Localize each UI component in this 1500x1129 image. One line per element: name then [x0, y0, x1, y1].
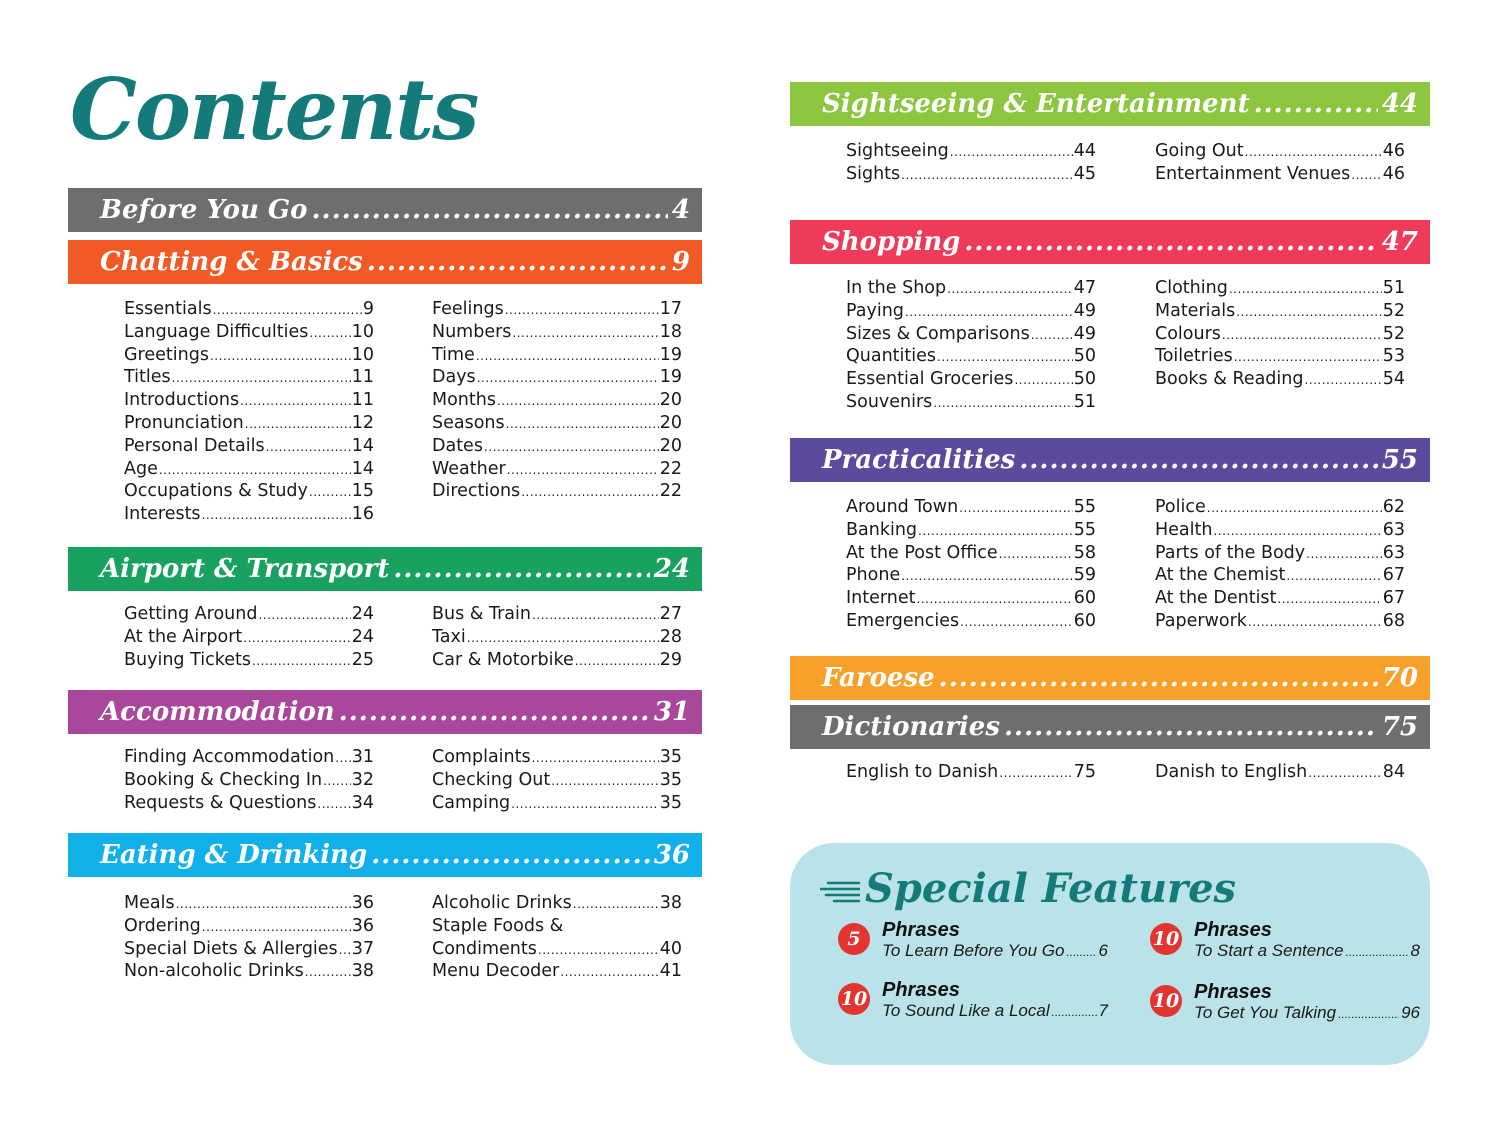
section-page: 36 — [653, 840, 690, 870]
toc-entry[interactable] — [124, 626, 374, 649]
toc-entry-page: 36 — [351, 915, 374, 936]
toc-entry[interactable] — [432, 389, 682, 412]
toc-entry-title: Ordering — [124, 915, 201, 936]
section-name: Shopping — [822, 227, 961, 257]
toc-entry-title: Buying Tickets — [124, 649, 251, 670]
toc-entry[interactable] — [124, 792, 374, 815]
toc-entry-title: At the Chemist — [1155, 565, 1286, 586]
toc-entry-page: 16 — [351, 504, 374, 525]
toc-entry-title: Sights — [846, 163, 901, 184]
toc-entry-page: 37 — [351, 938, 374, 959]
toc-entry-title: Danish to English — [1155, 762, 1308, 782]
toc-entry-title: Personal Details — [124, 435, 265, 456]
section-name: Chatting & Basics — [100, 247, 363, 277]
toc-entry-page: 53 — [1382, 346, 1405, 367]
toc-entry[interactable] — [846, 496, 1096, 519]
eating-right-list — [432, 892, 682, 983]
toc-entry-page: 44 — [1073, 141, 1096, 161]
section-name: Before You Go — [100, 195, 308, 225]
section-chatting-basics[interactable] — [68, 240, 702, 284]
toc-entry-title: Souvenirs — [846, 391, 933, 412]
feature-page: 7 — [1098, 1001, 1108, 1020]
feature-badge: 10 — [838, 983, 870, 1015]
feature-page: 6 — [1098, 941, 1108, 960]
toc-entry[interactable] — [846, 564, 1096, 587]
toc-entry[interactable] — [846, 323, 1096, 346]
airport-right-list — [432, 603, 682, 671]
feature-subtitle: To Start a Sentence — [1194, 941, 1344, 960]
toc-entry-title: Alcoholic Drinks — [432, 893, 572, 913]
toc-entry[interactable] — [846, 519, 1096, 542]
chatting-right-list — [432, 298, 682, 503]
toc-entry-title: Non-alcoholic Drinks — [124, 961, 304, 982]
toc-entry[interactable] — [1155, 163, 1405, 186]
toc-entry-title: Dates — [432, 435, 483, 456]
toc-entry[interactable] — [432, 746, 682, 769]
toc-entry-title: Staple Foods & — [432, 915, 564, 936]
toc-entry[interactable] — [432, 603, 682, 626]
section-page: 24 — [653, 554, 690, 584]
section-name: Sightseeing & Entertainment — [822, 89, 1250, 119]
section-shopping[interactable] — [790, 220, 1430, 264]
toc-entry[interactable] — [124, 503, 374, 526]
toc-entry-page: 20 — [659, 435, 682, 456]
toc-entry[interactable] — [432, 412, 682, 435]
toc-entry-title: Health — [1155, 519, 1213, 540]
special-features-box — [790, 843, 1430, 1065]
toc-entry[interactable] — [432, 321, 682, 344]
toc-entry-page: 58 — [1073, 542, 1096, 563]
toc-entry[interactable] — [124, 321, 374, 344]
toc-entry-page: 35 — [659, 792, 682, 813]
toc-entry-title: Camping — [432, 792, 511, 813]
toc-entry-title: Entertainment Venues — [1155, 163, 1351, 184]
toc-entry-page: 19 — [659, 367, 682, 388]
toc-entry-title: Requests & Questions — [124, 792, 317, 813]
toc-entry-page: 38 — [351, 961, 374, 982]
toc-entry-page: 52 — [1382, 323, 1405, 344]
toc-entry-page: 49 — [1073, 323, 1096, 344]
toc-entry[interactable] — [432, 480, 682, 503]
toc-entry-title: Essentials — [124, 299, 212, 319]
toc-entry-title: Books & Reading — [1155, 369, 1304, 390]
toc-entry[interactable] — [1155, 542, 1405, 565]
toc-entry-title: Paperwork — [1155, 610, 1247, 631]
page-title: Contents — [70, 60, 478, 159]
toc-entry-page: 52 — [1382, 300, 1405, 321]
toc-entry-page: 67 — [1382, 588, 1405, 609]
toc-entry[interactable] — [1155, 277, 1405, 300]
toc-entry-title: Special Diets & Allergies — [124, 938, 338, 959]
special-features-title: Special Features — [865, 865, 1237, 912]
section-page: 44 — [1381, 89, 1418, 119]
toc-entry[interactable] — [1155, 300, 1405, 323]
toc-entry[interactable] — [124, 344, 374, 367]
shopping-right-list — [1155, 277, 1405, 391]
toc-entry[interactable] — [846, 163, 1096, 186]
section-faroese[interactable] — [790, 656, 1430, 700]
toc-entry-title: Colours — [1155, 323, 1221, 344]
toc-entry-page: 68 — [1382, 610, 1405, 631]
toc-entry[interactable] — [846, 587, 1096, 610]
toc-entry-title: Around Town — [846, 497, 959, 517]
toc-entry-title: Bus & Train — [432, 604, 531, 624]
feature-heading: Phrases — [1194, 919, 1272, 941]
feature-badge: 10 — [1150, 985, 1182, 1017]
toc-entry-page: 24 — [351, 604, 374, 624]
toc-entry[interactable] — [124, 960, 374, 983]
toc-entry-page: 22 — [659, 458, 682, 479]
toc-entry-page: 63 — [1382, 542, 1405, 563]
toc-entry-title: At the Dentist — [1155, 588, 1277, 609]
toc-entry-page: 59 — [1073, 565, 1096, 586]
toc-entry-page: 36 — [351, 893, 374, 913]
toc-entry[interactable] — [124, 915, 374, 938]
toc-entry[interactable] — [432, 960, 682, 983]
toc-entry-page: 51 — [1073, 391, 1096, 412]
toc-entry-page: 24 — [351, 626, 374, 647]
toc-entry[interactable] — [124, 435, 374, 458]
toc-entry[interactable] — [846, 277, 1096, 300]
section-page: 4 — [671, 195, 690, 225]
toc-entry-title: Days — [432, 367, 476, 388]
toc-entry-page: 31 — [351, 747, 374, 767]
toc-entry-page: 35 — [659, 769, 682, 790]
feature-badge: 10 — [1150, 923, 1182, 955]
toc-entry[interactable] — [124, 412, 374, 435]
feature-badge: 5 — [838, 923, 870, 955]
toc-entry-title: Menu Decoder — [432, 961, 560, 982]
toc-entry-page: 18 — [659, 321, 682, 342]
toc-entry-title: Introductions — [124, 390, 240, 411]
toc-entry[interactable] — [432, 892, 682, 915]
section-before-you-go[interactable] — [68, 188, 702, 232]
sightseeing-left-list — [846, 140, 1096, 186]
toc-entry-page: 49 — [1073, 300, 1096, 321]
toc-entry-page: 51 — [1382, 278, 1405, 298]
toc-entry-page: 14 — [351, 458, 374, 479]
section-name: Eating & Drinking — [100, 840, 368, 870]
feature-page: 8 — [1410, 941, 1420, 960]
toc-entry[interactable] — [846, 542, 1096, 565]
feature-heading: Phrases — [882, 979, 960, 1001]
toc-entry-page: 27 — [659, 604, 682, 624]
toc-entry[interactable] — [432, 298, 682, 321]
toc-entry[interactable] — [432, 769, 682, 792]
toc-entry[interactable] — [1155, 564, 1405, 587]
toc-entry-page: 67 — [1382, 565, 1405, 586]
toc-entry-title: Sightseeing — [846, 141, 949, 161]
section-dictionaries[interactable] — [790, 705, 1430, 749]
toc-entry-page: 12 — [351, 412, 374, 433]
toc-entry-title: Banking — [846, 519, 918, 540]
toc-entry-title: Essential Groceries — [846, 369, 1014, 390]
section-page: 70 — [1381, 663, 1418, 693]
practicalities-right-list — [1155, 496, 1405, 633]
toc-entry[interactable] — [1155, 323, 1405, 346]
toc-entry-title: Weather — [432, 458, 506, 479]
toc-entry[interactable] — [846, 391, 1096, 414]
section-name: Faroese — [822, 663, 935, 693]
toc-entry-page: 41 — [659, 961, 682, 982]
toc-entry-page: 62 — [1382, 497, 1405, 517]
toc-entry[interactable] — [846, 140, 1096, 163]
toc-entry-title: Police — [1155, 497, 1206, 517]
toc-entry-page: 55 — [1073, 497, 1096, 517]
toc-entry-page: 29 — [659, 649, 682, 670]
toc-entry-page: 40 — [659, 938, 682, 959]
section-page: 55 — [1381, 445, 1418, 475]
toc-entry-page: 15 — [351, 481, 374, 502]
toc-entry-title: Taxi — [432, 626, 466, 647]
toc-entry-page: 60 — [1073, 610, 1096, 631]
toc-entry-page: 75 — [1073, 762, 1096, 782]
toc-entry-title: Internet — [846, 588, 916, 609]
toc-entry[interactable] — [432, 344, 682, 367]
section-name: Accommodation — [100, 697, 335, 727]
toc-entry[interactable] — [1155, 345, 1405, 368]
toc-entry[interactable] — [1155, 761, 1405, 784]
airport-left-list — [124, 603, 374, 671]
toc-entry-page: 54 — [1382, 369, 1405, 390]
toc-entry[interactable] — [124, 458, 374, 481]
accommodation-right-list — [432, 746, 682, 814]
toc-entry[interactable] — [124, 603, 374, 626]
toc-entry-title: Interests — [124, 504, 201, 525]
toc-entry-page: 55 — [1073, 519, 1096, 540]
toc-entry[interactable] — [124, 480, 374, 503]
toc-entry-page: 60 — [1073, 588, 1096, 609]
toc-entry[interactable] — [846, 761, 1096, 784]
toc-entry-page: 25 — [351, 649, 374, 670]
toc-entry-page: 84 — [1382, 762, 1405, 782]
toc-entry-page: 46 — [1382, 163, 1405, 184]
section-page: 47 — [1381, 227, 1418, 257]
section-sightseeing-entertainment[interactable] — [790, 82, 1430, 126]
toc-entry[interactable] — [124, 366, 374, 389]
toc-entry-title: Occupations & Study — [124, 481, 308, 502]
toc-entry-title: English to Danish — [846, 762, 999, 782]
toc-entry[interactable] — [432, 626, 682, 649]
toc-entry-page: 46 — [1382, 141, 1405, 161]
toc-entry-title: Emergencies — [846, 610, 960, 631]
feature-subtitle: To Sound Like a Local — [882, 1001, 1050, 1020]
practicalities-left-list — [846, 496, 1096, 633]
eating-left-list — [124, 892, 374, 983]
toc-entry-title: Sizes & Comparisons — [846, 323, 1030, 344]
shopping-left-list — [846, 277, 1096, 414]
toc-entry-title: Seasons — [432, 412, 505, 433]
toc-entry-page: 10 — [351, 344, 374, 365]
toc-entry-title: Toiletries — [1155, 346, 1233, 367]
toc-entry-page: 38 — [659, 893, 682, 913]
toc-entry-title: Language Difficulties — [124, 321, 309, 342]
toc-entry[interactable] — [124, 892, 374, 915]
toc-entry[interactable] — [124, 938, 374, 961]
toc-entry-title: Feelings — [432, 299, 504, 319]
section-name: Practicalities — [822, 445, 1016, 475]
toc-entry[interactable] — [124, 769, 374, 792]
toc-entry-page: 47 — [1073, 278, 1096, 298]
toc-entry-title: Titles — [124, 367, 171, 388]
toc-entry-page: 22 — [659, 481, 682, 502]
section-eating-drinking[interactable] — [68, 833, 702, 877]
feature-page: 96 — [1401, 1003, 1420, 1022]
section-name: Airport & Transport — [100, 554, 390, 584]
toc-entry-title: At the Post Office — [846, 542, 998, 563]
toc-entry[interactable] — [846, 610, 1096, 633]
toc-entry-page: 32 — [351, 769, 374, 790]
toc-entry-title: Car & Motorbike — [432, 649, 574, 670]
toc-entry-page: 10 — [351, 321, 374, 342]
chatting-left-list — [124, 298, 374, 526]
speed-lines-icon — [820, 879, 860, 903]
dictionaries-right-list — [1155, 761, 1405, 784]
toc-entry-title: Going Out — [1155, 141, 1244, 161]
toc-entry-title: Parts of the Body — [1155, 542, 1306, 563]
toc-entry[interactable] — [432, 435, 682, 458]
toc-entry[interactable] — [432, 915, 682, 938]
toc-entry-title: Condiments — [432, 938, 537, 959]
toc-entry[interactable] — [432, 649, 682, 672]
feature-heading: Phrases — [882, 919, 960, 941]
toc-entry[interactable] — [846, 300, 1096, 323]
toc-entry-page: 11 — [351, 367, 374, 388]
toc-entry[interactable] — [124, 649, 374, 672]
section-page: 31 — [653, 697, 690, 727]
accommodation-left-list — [124, 746, 374, 814]
feature-subtitle: To Get You Talking — [1194, 1003, 1337, 1022]
toc-entry[interactable] — [432, 792, 682, 815]
toc-entry-title: Clothing — [1155, 278, 1228, 298]
toc-entry[interactable] — [124, 746, 374, 769]
toc-entry[interactable] — [1155, 368, 1405, 391]
toc-entry[interactable] — [124, 298, 374, 321]
toc-entry-title: Age — [124, 458, 158, 479]
toc-entry-title: Booking & Checking In — [124, 769, 323, 790]
toc-entry-page: 45 — [1073, 163, 1096, 184]
toc-entry-page: 50 — [1073, 346, 1096, 367]
toc-entry[interactable] — [1155, 496, 1405, 519]
toc-entry-page: 11 — [351, 390, 374, 411]
sightseeing-right-list — [1155, 140, 1405, 186]
section-name: Dictionaries — [822, 712, 1000, 742]
toc-entry-title: Materials — [1155, 300, 1236, 321]
toc-entry-title: Meals — [124, 893, 175, 913]
toc-entry-title: Directions — [432, 481, 521, 502]
toc-entry-page: 28 — [659, 626, 682, 647]
toc-entry-page: 14 — [351, 435, 374, 456]
toc-entry-title: Quantities — [846, 346, 937, 367]
toc-entry[interactable] — [1155, 519, 1405, 542]
toc-entry-title: At the Airport — [124, 626, 243, 647]
toc-entry-title: Finding Accommodation — [124, 747, 335, 767]
toc-entry-title: Checking Out — [432, 769, 551, 790]
feature-subtitle: To Learn Before You Go — [882, 941, 1065, 960]
toc-entry[interactable] — [432, 366, 682, 389]
toc-entry-page: 20 — [659, 412, 682, 433]
section-airport-transport[interactable] — [68, 547, 702, 591]
toc-entry-title: Greetings — [124, 344, 209, 365]
dictionaries-left-list — [846, 761, 1096, 784]
section-page: 75 — [1381, 712, 1418, 742]
toc-entry-page: 34 — [351, 792, 374, 813]
section-page: 9 — [671, 247, 690, 277]
toc-entry-page: 17 — [659, 299, 682, 319]
section-practicalities[interactable] — [790, 438, 1430, 482]
toc-entry-title: Getting Around — [124, 604, 258, 624]
toc-entry-page: 63 — [1382, 519, 1405, 540]
toc-entry-page: 35 — [659, 747, 682, 767]
toc-entry-title: Time — [432, 344, 475, 365]
toc-entry[interactable] — [124, 389, 374, 412]
toc-entry-title: Phone — [846, 565, 901, 586]
toc-entry-page: 9 — [362, 299, 374, 319]
toc-entry[interactable] — [432, 458, 682, 481]
toc-entry-page: 50 — [1073, 369, 1096, 390]
toc-entry-title: Complaints — [432, 747, 531, 767]
toc-entry-title: Numbers — [432, 321, 512, 342]
toc-entry[interactable] — [432, 938, 682, 961]
toc-entry-page: 19 — [659, 344, 682, 365]
toc-entry[interactable] — [846, 368, 1096, 391]
feature-heading: Phrases — [1194, 981, 1272, 1003]
toc-entry[interactable] — [1155, 610, 1405, 633]
toc-entry[interactable] — [1155, 140, 1405, 163]
toc-entry[interactable] — [846, 345, 1096, 368]
toc-entry[interactable] — [1155, 587, 1405, 610]
toc-entry-page: 20 — [659, 390, 682, 411]
toc-entry-title: In the Shop — [846, 278, 947, 298]
toc-entry-title: Paying — [846, 300, 904, 321]
toc-entry-title: Pronunciation — [124, 412, 244, 433]
section-accommodation[interactable] — [68, 690, 702, 734]
toc-entry-title: Months — [432, 390, 496, 411]
